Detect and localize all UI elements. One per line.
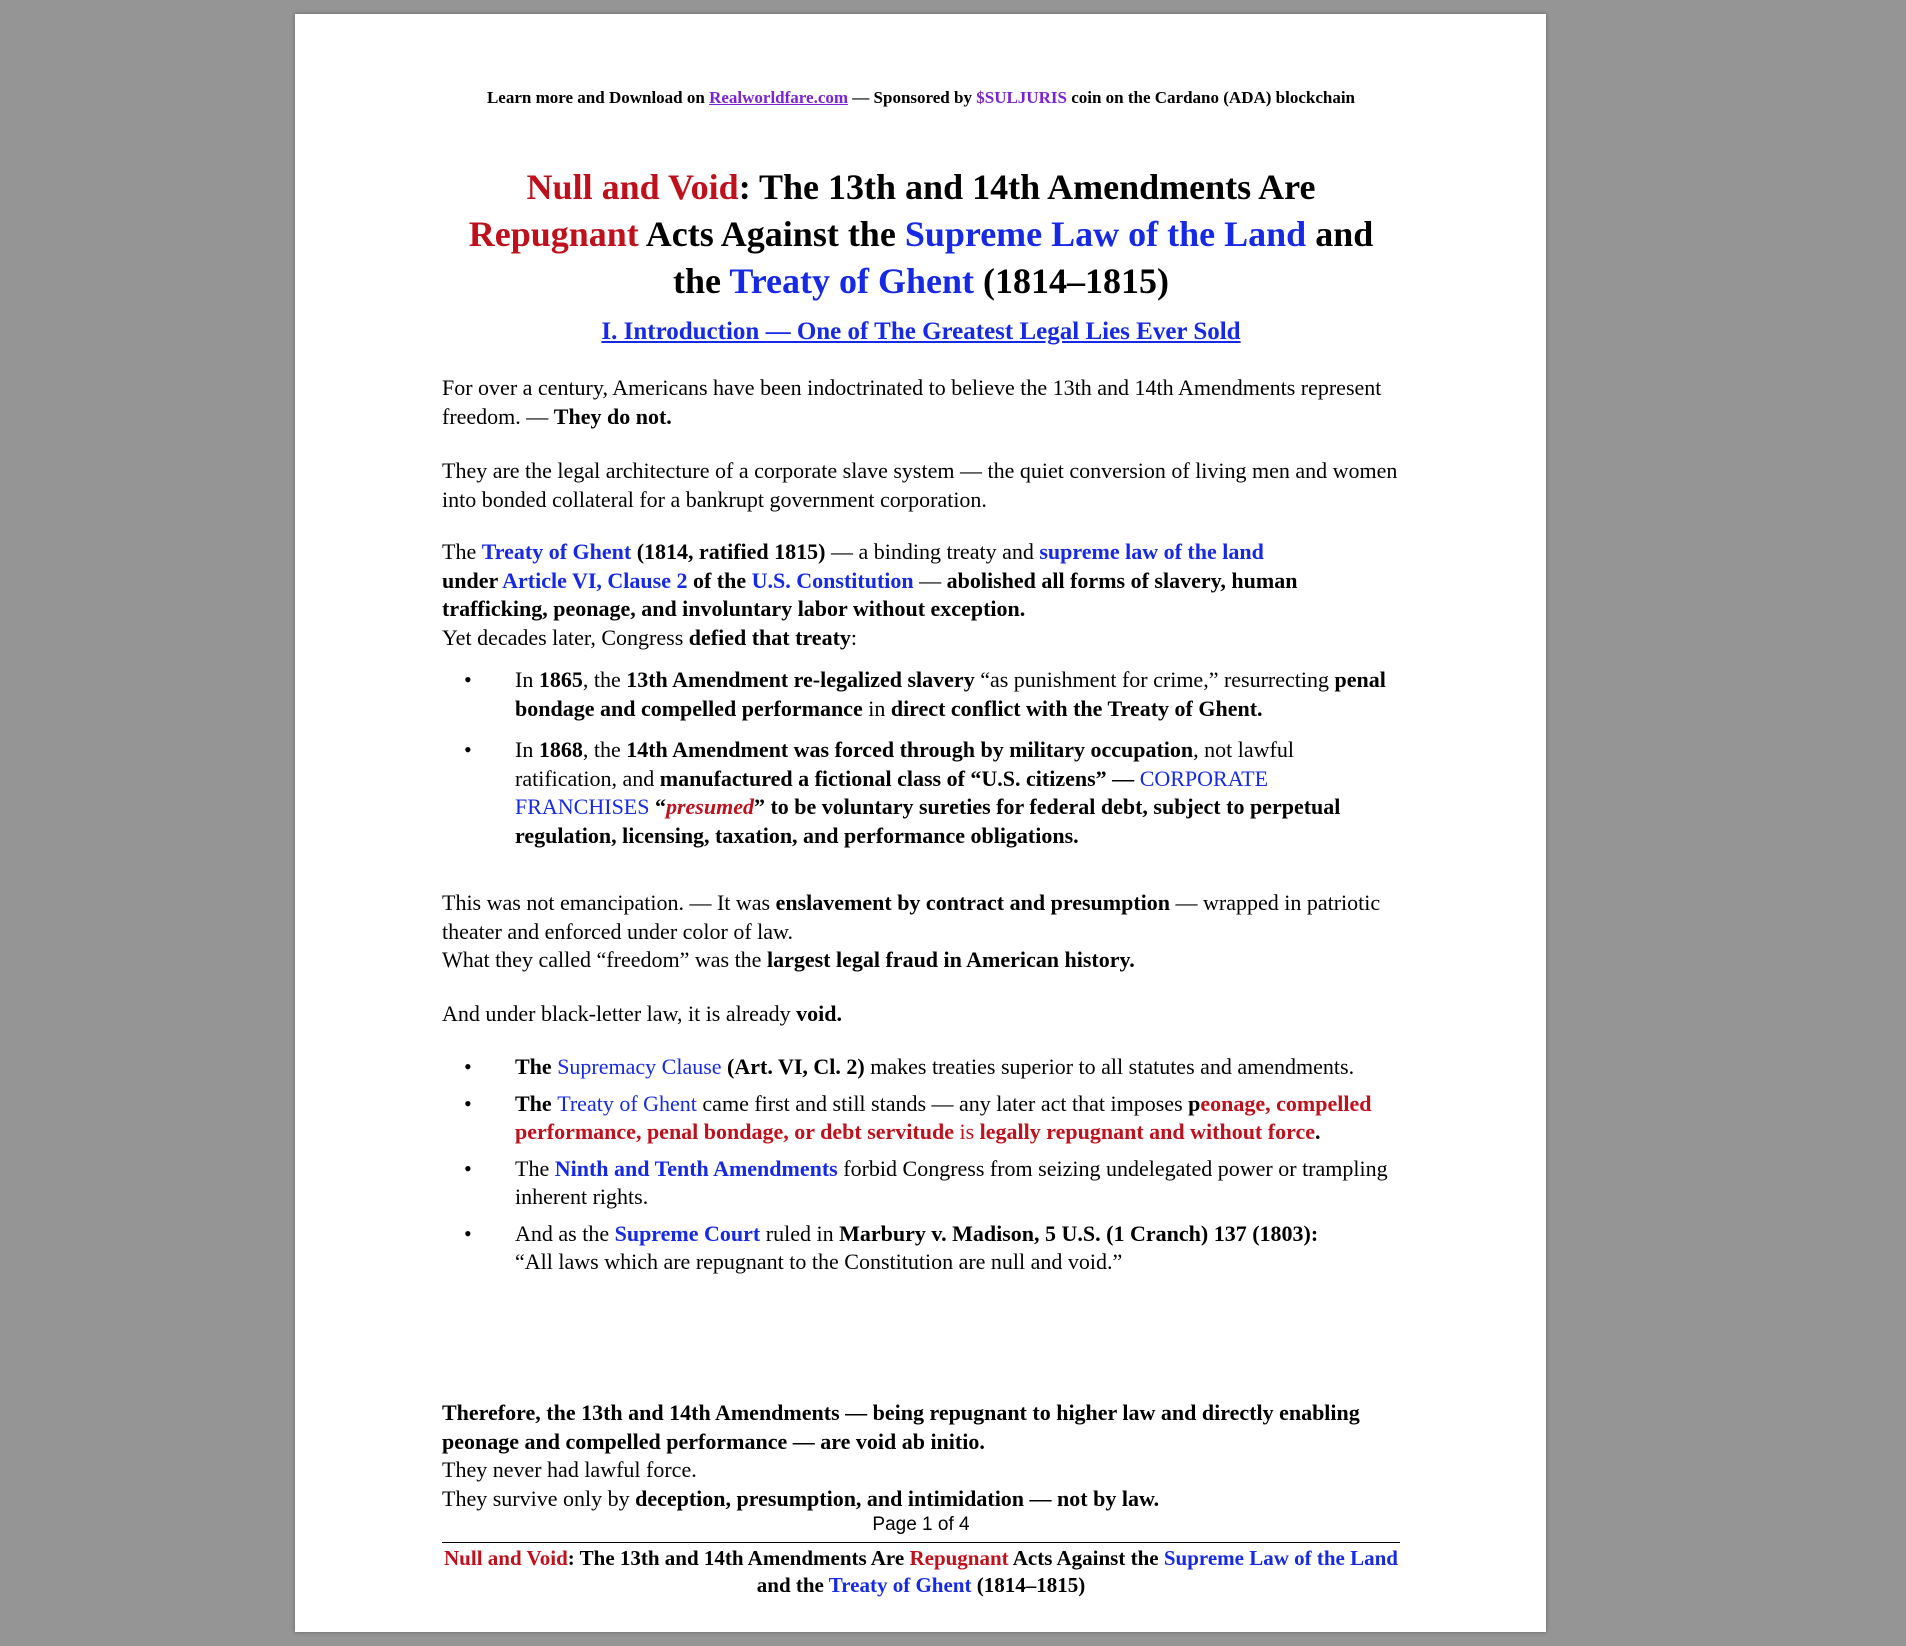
paragraph-emancipation: This was not emancipation. — It was enslavement by contract and presumption — wrapped in patriotic theater and enforced under color of law. What they called “freedom” was the largest legal fraud in American history. xyxy=(442,890,1381,972)
list-item: • The Treaty of Ghent came first and still stands — any later act that imposes peonage, compelled performance, penal bondage, or debt servitude is legally repugnant and without force. xyxy=(442,1090,1400,1147)
paragraph-intro: For over a century, Americans have been indoctrinated to believe the 13th and 14th Amendments represent freedom. — They do not. xyxy=(442,375,1382,429)
amendment-list xyxy=(442,666,1400,850)
paragraph-treaty: The Treaty of Ghent (1814, ratified 1815) — a binding treaty and supreme law of the land under Article VI, Clause 2 of the U.S. Constitution — abolished all forms of slavery, human trafficking, peonage, and involuntary labor without exception. Yet decades later, Congress defied that treaty: xyxy=(442,539,1298,650)
realworldfare-link[interactable]: Realworldfare.com xyxy=(709,88,849,107)
header-line: Learn more and Download on Realworldfare.com — Sponsored by $SULJURIS coin on the Cardano (ADA) blockchain xyxy=(486,88,1356,107)
footer-title: Null and Void: The 13th and 14th Amendments Are Repugnant Acts Against the Supreme Law of the Land and the Treaty of Ghent (1814–1815) xyxy=(444,1546,1398,1597)
paragraph-architecture: They are the legal architecture of a corporate slave system — the quiet conversion of living men and women into bonded collateral for a bankrupt government corporation. xyxy=(442,458,1398,512)
legal-basis-list xyxy=(442,1053,1400,1277)
section-heading: I. Introduction — One of The Greatest Legal Lies Ever Sold xyxy=(601,318,1241,345)
paragraph-conclusion: Therefore, the 13th and 14th Amendments — being repugnant to higher law and directly enabling peonage and compelled performance — are void ab initio. They never had lawful force. They survive only by deception, presumption, and intimidation — not by law. xyxy=(442,1400,1360,1511)
coin-name: $SULJURIS xyxy=(976,88,1067,107)
list-item: • The Supremacy Clause (Art. VI, Cl. 2) makes treaties superior to all statutes and amendments. xyxy=(442,1053,1400,1082)
list-item: • In 1868, the 14th Amendment was forced through by military occupation, not lawful ratification, and manufactured a fictional class of “U.S. citizens” — CORPORATE FRANCHISES “presumed” to be voluntary sureties for federal debt, subject to perpetual regulation, licensing, taxation, and performance obligations. xyxy=(442,736,1400,850)
page-number: Page 1 of 4 xyxy=(872,1514,970,1535)
document-page xyxy=(295,14,1546,1632)
list-item: • And as the Supreme Court ruled in Marbury v. Madison, 5 U.S. (1 Cranch) 137 (1803): “All laws which are repugnant to the Constitution are null and void.” xyxy=(442,1220,1400,1277)
footer-divider xyxy=(442,1542,1400,1543)
list-item: • In 1865, the 13th Amendment re-legalized slavery “as punishment for crime,” resurrecting penal bondage and compelled performance in direct conflict with the Treaty of Ghent. xyxy=(442,666,1400,723)
list-item: • The Ninth and Tenth Amendments forbid Congress from seizing undelegated power or trampling inherent rights. xyxy=(442,1155,1400,1212)
document-title: Null and Void: The 13th and 14th Amendments Are Repugnant Acts Against the Supreme Law of the Land and the Treaty of Ghent (1814–1815) xyxy=(468,167,1374,301)
paragraph-void: And under black-letter law, it is already void. xyxy=(442,1001,842,1026)
